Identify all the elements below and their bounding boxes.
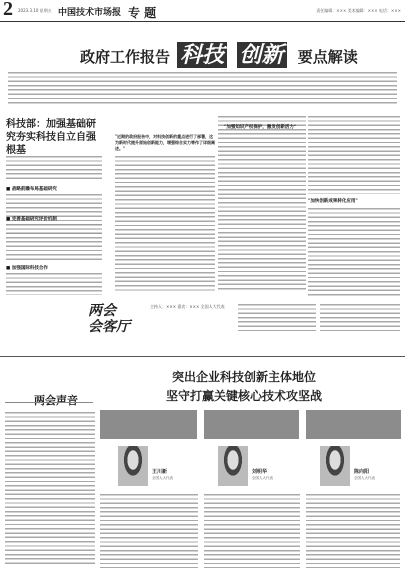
paper-logo: 中国技术市场报 xyxy=(58,8,122,18)
guest-title-2: 全国人大代表 xyxy=(252,476,273,480)
page-number: 2 xyxy=(3,0,13,20)
lower-left-body xyxy=(5,412,95,564)
section-title: 专 题 xyxy=(128,6,157,20)
lower-left-rule xyxy=(5,402,93,403)
left-subhead-1: ■ 战略前瞻布局基础研究 xyxy=(6,187,57,192)
guest-intro-band-2 xyxy=(204,410,299,439)
guest-intro-band-1 xyxy=(100,410,197,439)
center-body-2 xyxy=(218,116,306,292)
headline-emph1: 科技 xyxy=(177,42,227,68)
guest-name-2: 刘明华 xyxy=(252,469,268,475)
headline-emph2: 创新 xyxy=(237,42,287,68)
guest-intro-band-3 xyxy=(306,410,401,439)
guest-name-1: 王川新 xyxy=(152,469,168,475)
masthead xyxy=(0,0,405,22)
guest-body-1 xyxy=(100,494,198,568)
lianghui-line1: 两会 xyxy=(88,303,116,319)
lower-headline-line1: 突出企业科技创新主体地位 xyxy=(171,370,316,384)
right-body-2 xyxy=(308,208,400,296)
date-line: 2023.3.10 星期五 xyxy=(18,8,52,13)
lianghui-body-1 xyxy=(238,304,316,332)
left-subhead-3: ■ 加强国际科技合作 xyxy=(6,266,48,271)
lower-headline-line2: 坚守打赢关键核心技术攻坚战 xyxy=(165,389,322,403)
masthead-info: 责任编辑：××× 美术编辑：××× 电话：××× xyxy=(316,8,401,13)
left-article-headline: 科技部：加强基础研究夯实科技自立自强根基 xyxy=(6,119,96,156)
lead-paragraph xyxy=(8,72,397,104)
guest-photo-3 xyxy=(320,446,350,486)
lower-left-headline: 两会声音 xyxy=(34,394,78,407)
section-divider xyxy=(0,356,405,357)
lianghui-line2: 会客厅 xyxy=(88,319,130,335)
lianghui-desc: 主持人：××× 嘉宾：××× 全国人大代表 xyxy=(150,304,225,309)
lianghui-label xyxy=(88,303,148,351)
right-subhead-1: "加强知识产权保护，激发创新活力" xyxy=(224,125,297,130)
right-subhead-2: "加快创新成果转化应用" xyxy=(308,199,358,204)
lianghui-body-2 xyxy=(320,304,400,332)
center-body-1 xyxy=(115,156,215,292)
main-headline xyxy=(80,38,358,69)
lower-headline xyxy=(124,368,364,406)
guest-title-3: 全国人大代表 xyxy=(354,476,375,480)
guest-photo-1 xyxy=(118,446,148,486)
left-article-body-1 xyxy=(6,156,102,182)
center-quote: "近期的政府报告中，对科技创新的重点进行了部署，这为新时代提升原始创新能力，增强综合实力等作了详细阐述。" xyxy=(115,134,215,151)
headline-part2: 要点解读 xyxy=(297,48,358,66)
left-subhead-2: ■ 完善基础研究评价机制 xyxy=(6,217,57,222)
left-article-body-3 xyxy=(6,224,102,262)
right-body-1 xyxy=(308,116,400,194)
left-article-body-4 xyxy=(6,273,102,295)
guest-body-3 xyxy=(306,494,400,568)
guest-photo-2 xyxy=(218,446,248,486)
guest-title-1: 全国人大代表 xyxy=(152,476,173,480)
headline-part1: 政府工作报告 xyxy=(80,48,171,66)
guest-body-2 xyxy=(204,494,300,568)
guest-name-3: 陈向阳 xyxy=(354,469,370,475)
